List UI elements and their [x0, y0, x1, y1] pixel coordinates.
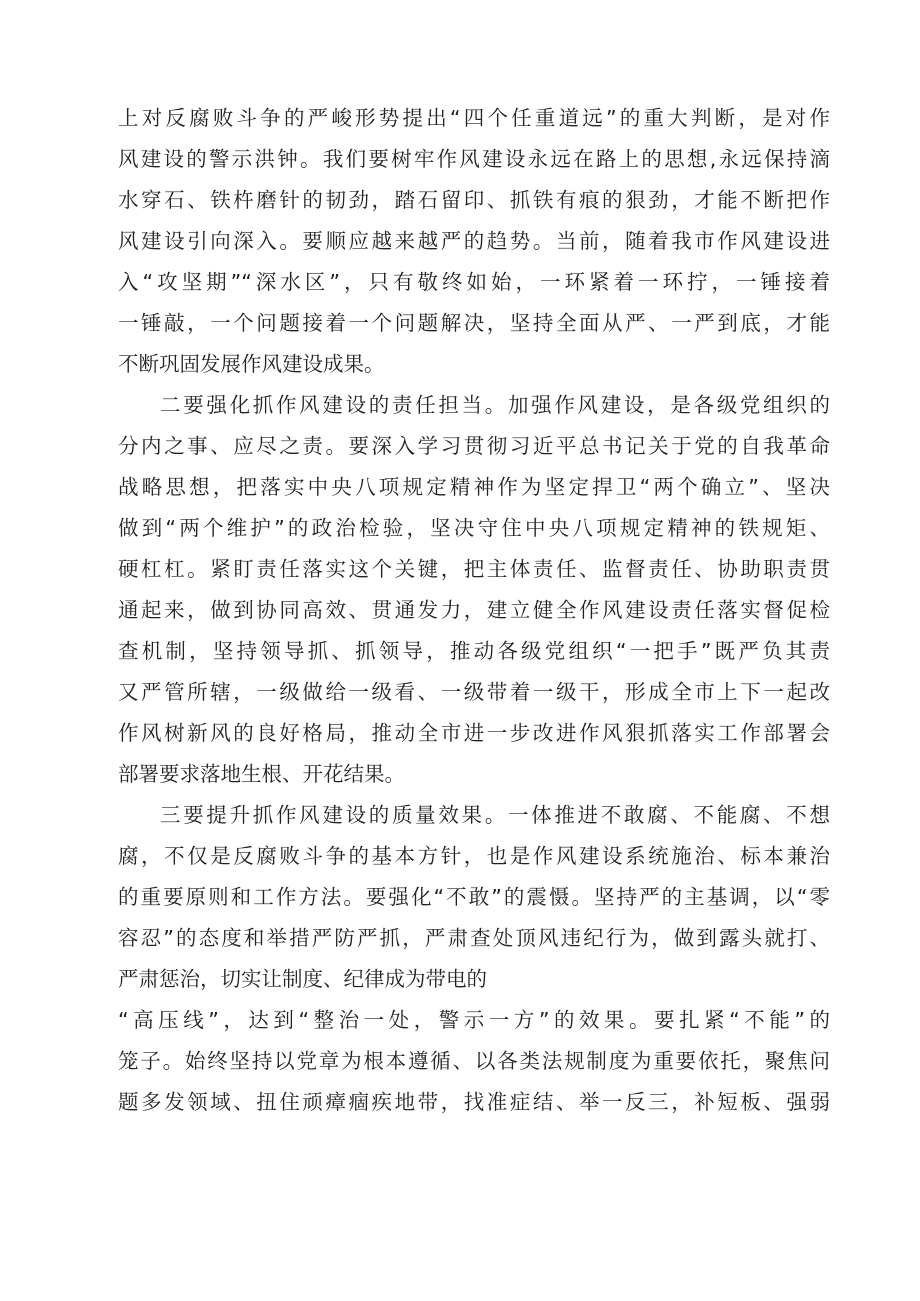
- text-line: 容忍”的态度和举措严防严抓，严肃查处顶风违纪行为，做到露头就打、: [118, 926, 830, 950]
- text-line: 又严管所辖，一级做给一级看、一级带着一级干，形成全市上下一起改: [118, 680, 830, 704]
- text-line: 作风树新风的良好格局，推动全市进一步改进作风狠抓落实工作部署会: [118, 721, 830, 745]
- text-line: 风建设的警示洪钟。我们要树牢作风建设永远在路上的思想,永远保持滴: [118, 147, 830, 171]
- text-line: 查机制，坚持领导抓、抓领导，推动各级党组织“一把手”既严负其责: [118, 639, 830, 663]
- text-line: 的重要原则和工作方法。要强化“不敢”的震慑。坚持严的主基调，以“零: [118, 885, 830, 909]
- text-line: 分内之事、应尽之责。要深入学习贯彻习近平总书记关于党的自我革命: [118, 434, 830, 458]
- text-line: 一锤敲，一个问题接着一个问题解决，坚持全面从严、一严到底，才能: [118, 311, 830, 335]
- text-line: 笼子。始终坚持以党章为根本遵循、以各类法规制度为重要依托，聚焦问: [118, 1049, 830, 1073]
- text-line: 做到“两个维护”的政治检验，坚决守住中央八项规定精神的铁规矩、: [118, 516, 830, 540]
- text-line: 战略思想，把落实中央八项规定精神作为坚定捍卫“两个确立”、坚决: [118, 475, 830, 499]
- text-line: 水穿石、铁杵磨针的韧劲，踏石留印、抓铁有痕的狠劲，才能不断把作: [118, 188, 830, 212]
- text-line: 通起来，做到协同高效、贯通发力，建立健全作风建设责任落实督促检: [118, 598, 830, 622]
- text-line: 上对反腐败斗争的严峻形势提出“四个任重道远”的重大判断，是对作: [118, 106, 830, 130]
- text-line: 部署要求落地生根、开花结果。: [118, 762, 405, 786]
- text-line: 不断巩固发展作风建设成果。: [118, 352, 385, 376]
- text-line: 腐，不仅是反腐败斗争的基本方针，也是作风建设系统施治、标本兼治: [118, 844, 830, 868]
- text-line: 入“攻坚期”“深水区”，只有敬终如始，一环紧着一环拧，一锤接着: [118, 270, 830, 294]
- text-line: 严肃惩治，切实让制度、纪律成为带电的: [118, 967, 487, 991]
- paragraph-start-line: 二要强化抓作风建设的责任担当。加强作风建设，是各级党组织的: [160, 393, 830, 417]
- text-line: 风建设引向深入。要顺应越来越严的趋势。当前，随着我市作风建设进: [118, 229, 830, 253]
- paragraph-start-line: 三要提升抓作风建设的质量效果。一体推进不敢腐、不能腐、不想: [160, 803, 830, 827]
- text-line: “高压线”，达到“整治一处，警示一方”的效果。要扎紧“不能”的: [118, 1008, 830, 1032]
- text-line: 硬杠杠。紧盯责任落实这个关键，把主体责任、监督责任、协助职责贯: [118, 557, 830, 581]
- text-line: 题多发领域、扭住顽瘴痼疾地带，找准症结、举一反三，补短板、强弱: [118, 1090, 830, 1114]
